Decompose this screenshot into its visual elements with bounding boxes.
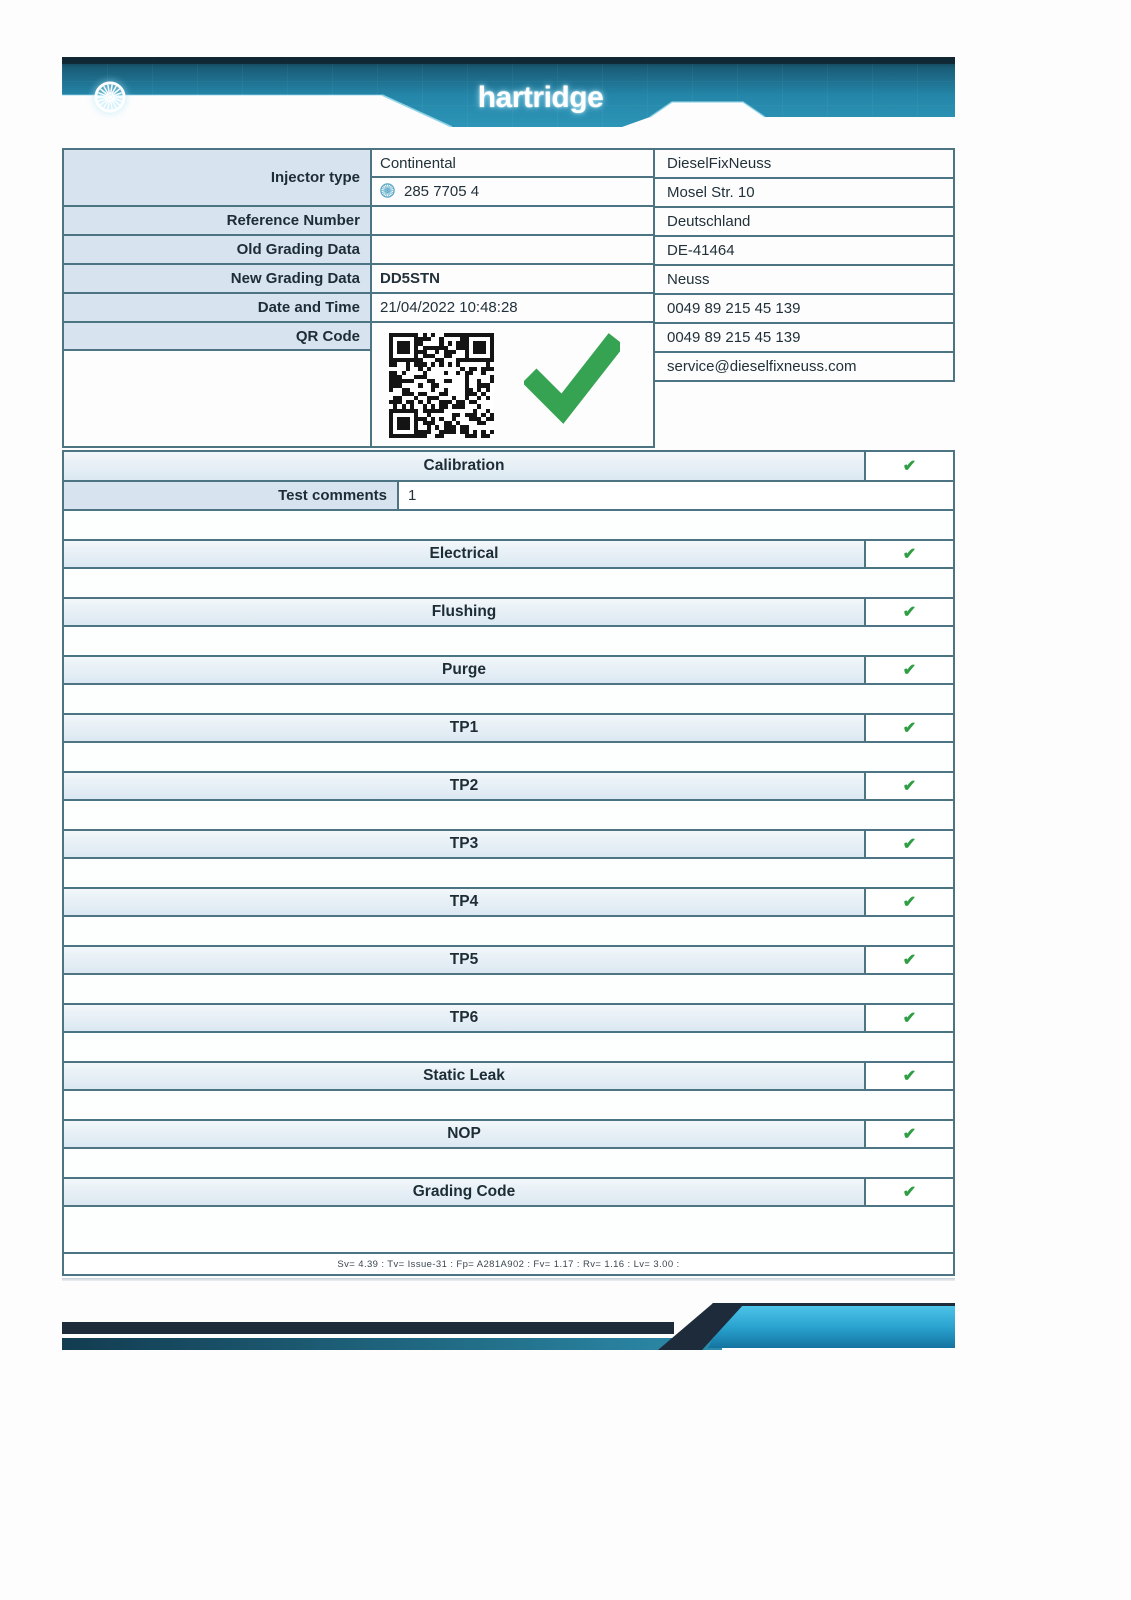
- datetime-value: 21/04/2022 10:48:28: [371, 293, 654, 322]
- spacer-row: [64, 915, 953, 945]
- new-grading-value: DD5STN: [371, 264, 654, 293]
- qr-code: [389, 333, 494, 438]
- test-section-row: [64, 771, 953, 799]
- spacer-row: [64, 625, 953, 655]
- pass-check-large-icon: [524, 329, 620, 425]
- test-section-label: NOP: [64, 1121, 866, 1147]
- check-icon: ✔: [902, 546, 917, 563]
- injector-type-label: Injector type: [63, 149, 371, 206]
- contact-row: [655, 352, 954, 381]
- wheel-icon: [380, 183, 395, 198]
- hartridge-logo-text: hartridge: [477, 81, 604, 114]
- contact-value: Deutschland: [655, 207, 954, 236]
- spacer-row: [64, 1147, 953, 1177]
- check-icon: ✔: [902, 662, 917, 679]
- check-icon: ✔: [902, 894, 917, 911]
- check-icon: ✔: [902, 1068, 917, 1085]
- test-section-row: [64, 1177, 953, 1205]
- test-section-row: [64, 1061, 953, 1089]
- test-section-row: [64, 945, 953, 973]
- hartridge-logo: [94, 81, 987, 115]
- test-section-label: Flushing: [64, 599, 866, 625]
- test-section-row: [64, 1003, 953, 1031]
- injector-info-table: [62, 148, 655, 448]
- reference-number-label: Reference Number: [63, 206, 371, 235]
- spacer-row: [64, 683, 953, 713]
- footer-hairline: [62, 1278, 955, 1281]
- injector-number-value: 285 7705 4: [404, 183, 480, 200]
- header-banner: [62, 57, 955, 127]
- test-section-row: [64, 452, 953, 480]
- qr-code-label: QR Code: [63, 322, 371, 350]
- contact-value: Mosel Str. 10: [655, 178, 954, 207]
- check-icon: ✔: [902, 458, 917, 475]
- check-icon: ✔: [902, 1126, 917, 1143]
- test-section-row: [64, 655, 953, 683]
- check-icon: ✔: [902, 604, 917, 621]
- test-section-label: Static Leak: [64, 1063, 866, 1089]
- qr-spacer-cell: [63, 350, 371, 447]
- contact-row: [655, 323, 954, 352]
- spacer-row: [64, 973, 953, 1003]
- test-section-row: [64, 829, 953, 857]
- footer-banner: [62, 1302, 955, 1350]
- spacer-row: [64, 857, 953, 887]
- qr-cell: [371, 322, 654, 447]
- test-section-label: TP6: [64, 1005, 866, 1031]
- new-grading-label: New Grading Data: [63, 264, 371, 293]
- injector-number-cell: [371, 177, 654, 206]
- test-section-label: Purge: [64, 657, 866, 683]
- spacer-row: [64, 567, 953, 597]
- contact-row: [655, 236, 954, 265]
- test-section-row: [64, 597, 953, 625]
- old-grading-value: [371, 235, 654, 264]
- contact-value: DieselFixNeuss: [655, 149, 954, 178]
- contact-row: [655, 149, 954, 178]
- test-results-table: [62, 450, 955, 1276]
- test-section-row: [64, 1119, 953, 1147]
- test-section-label: TP4: [64, 889, 866, 915]
- check-icon: ✔: [902, 778, 917, 795]
- spacer-row: [64, 1205, 953, 1252]
- contact-value: Neuss: [655, 265, 954, 294]
- version-info-row: Sv= 4.39 : Tv= Issue-31 : Fp= A281A902 : Fv= 1.17 : Rv= 1.16 : Lv= 3.00 :: [64, 1252, 953, 1274]
- workshop-contact-table: [655, 148, 955, 382]
- check-icon: ✔: [902, 1010, 917, 1027]
- spacer-row: [64, 799, 953, 829]
- test-section-row: [64, 887, 953, 915]
- spacer-row: [64, 1089, 953, 1119]
- test-section-label: TP1: [64, 715, 866, 741]
- contact-value: 0049 89 215 45 139: [655, 294, 954, 323]
- contact-value: DE-41464: [655, 236, 954, 265]
- contact-value: 0049 89 215 45 139: [655, 323, 954, 352]
- test-section-label: Grading Code: [64, 1179, 866, 1205]
- injector-make-value: Continental: [371, 149, 654, 177]
- spacer-row: [64, 1031, 953, 1061]
- check-icon: ✔: [902, 1184, 917, 1201]
- test-section-label: TP2: [64, 773, 866, 799]
- contact-row: [655, 207, 954, 236]
- old-grading-label: Old Grading Data: [63, 235, 371, 264]
- test-section-label: Electrical: [64, 541, 866, 567]
- footer-banner-art: [62, 1302, 955, 1350]
- test-comments-value: 1: [408, 487, 417, 504]
- test-section-row: [64, 713, 953, 741]
- hartridge-wheel-icon: [94, 81, 126, 113]
- test-section-label: Calibration: [64, 452, 866, 480]
- contact-row: [655, 294, 954, 323]
- contact-row: [655, 178, 954, 207]
- check-icon: ✔: [902, 952, 917, 969]
- test-section-label: TP3: [64, 831, 866, 857]
- test-comments-label: Test comments: [64, 482, 399, 509]
- check-icon: ✔: [902, 836, 917, 853]
- contact-value: service@dieselfixneuss.com: [655, 352, 954, 381]
- contact-row: [655, 265, 954, 294]
- spacer-row: [64, 741, 953, 771]
- test-section-label: TP5: [64, 947, 866, 973]
- reference-number-value: [371, 206, 654, 235]
- check-icon: ✔: [902, 720, 917, 737]
- spacer-row: [64, 509, 953, 539]
- datetime-label: Date and Time: [63, 293, 371, 322]
- test-comments-row: [64, 480, 953, 509]
- info-section: [62, 148, 955, 448]
- test-section-row: [64, 539, 953, 567]
